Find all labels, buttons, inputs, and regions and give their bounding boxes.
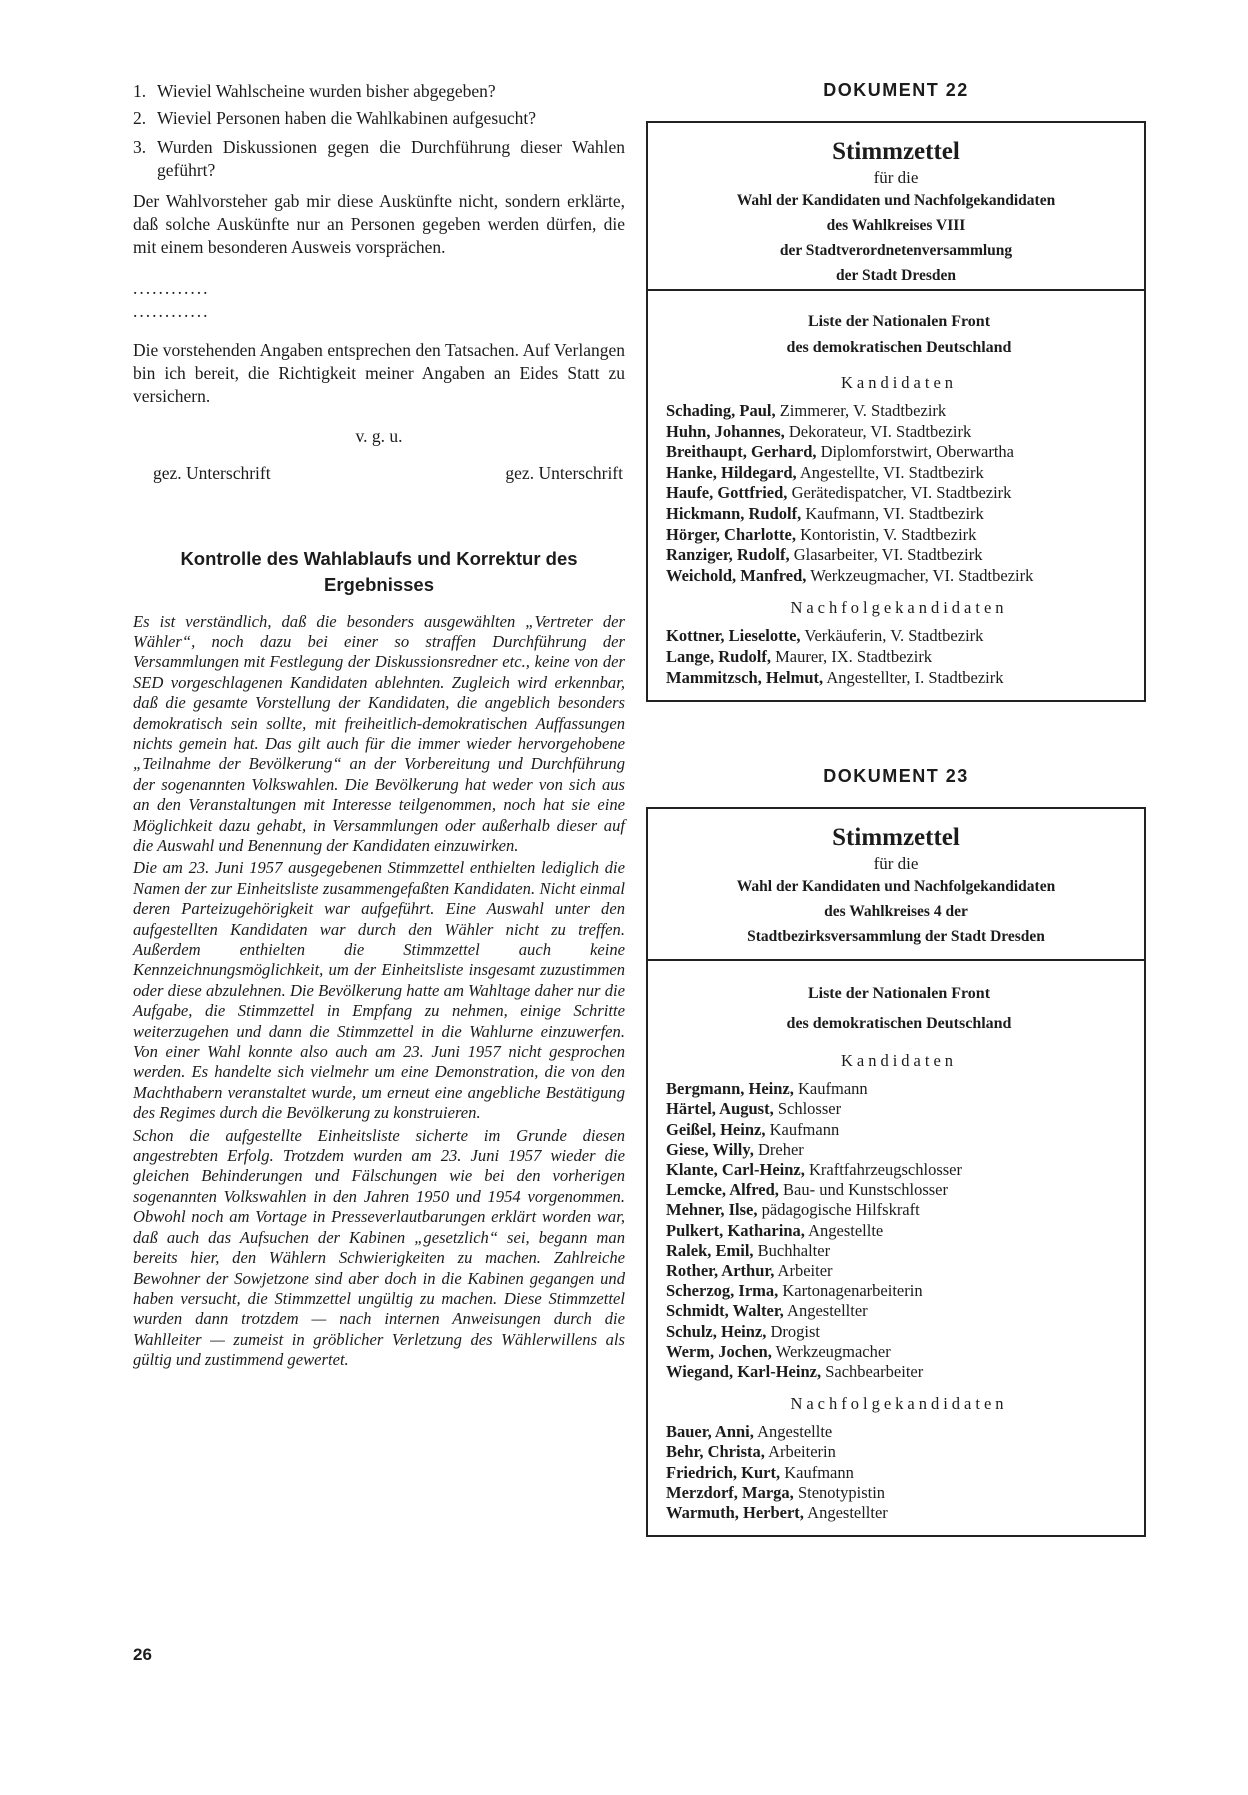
candidate-name: Hörger, Charlotte, [666,524,796,544]
candidate-details: Kraftfahrzeugschlosser [804,1159,962,1179]
signature-left: gez. Unterschrift [153,462,271,483]
candidate-name: Weichold, Manfred, [666,565,807,585]
candidate-details: Drogist [766,1321,821,1341]
ballot-header [648,123,1144,291]
ballot-line: Wahl der Kandidaten und Nachfolgekandidaten [736,878,1056,896]
candidate-details: pädagogische Hilfskraft [757,1200,920,1220]
candidate-name: Klante, Carl-Heinz, [666,1159,805,1179]
candidate-entry [666,1301,1132,1321]
candidate-details: Stenotypistin [793,1482,886,1502]
question-number: 2. [133,108,147,128]
candidate-entry [666,1362,1132,1382]
candidate-entry [666,422,1132,443]
candidate-entry [666,545,1132,566]
candidate-name: Bergmann, Heinz, [666,1079,794,1099]
nachfolge-label: Nachfolgekandidaten [790,598,1008,618]
candidate-entry [666,1463,1132,1483]
candidate-details: Kartonagenarbeiterin [778,1281,923,1301]
candidate-entry [666,1140,1132,1160]
candidate-details: Angestellter [803,1502,888,1522]
candidate-name: Ranziger, Rudolf, [666,545,790,565]
candidate-entry [666,504,1132,525]
kandidaten-list [666,1079,1132,1382]
signature-right: gez. Unterschrift [505,462,623,483]
candidate-details: Kontoristin, V. Stadtbezirk [795,524,977,544]
candidate-name: Lange, Rudolf, [666,646,771,666]
candidate-details: Kaufmann, VI. Stadtbezirk [801,503,984,523]
body-paragraph: Die am 23. Juni 1957 ausgegebenen Stimmzettel enthielten lediglich die Namen der zur Einheitsliste zusammengefaßten Kandidaten. Nicht einmal deren Parteizugehörigkeit war aufgeführt. Eine Auswahl unter den aufgestellten Kandidaten war durch den Wähler nicht zu treffen. Außerdem enthielten die Stimmzettel auch keine Kennzeichnungsmöglichkeit, um der Einheitsliste insgesamt zuzustimmen oder diese abzulehnen. Die Bevölkerung hatte am Wahltage daher nur die Aufgabe, die Stimmzettel in Empfang zu nehmen, einige Schritte weiterzugehen und dann die Stimmzettel in die Wahlurne einzuwerfen. Von einer Wahl konnte also auch am 23. Juni 1957 nicht gesprochen werden. Es handelte sich vielmehr um eine Demonstration, die von den Machthabern veranstaltet wurde, um erneut eine angebliche Bestätigung des Regimes durch die Bevölkerung zu konstruieren. [133,858,625,1123]
candidate-details: Gerätedispatcher, VI. Stadtbezirk [787,483,1012,503]
candidate-details: Sachbearbeiter [821,1361,924,1381]
candidate-name: Lemcke, Alfred, [666,1180,779,1200]
candidate-details: Arbeiterin [764,1442,836,1462]
nachfolge-label: Nachfolgekandidaten [790,1394,1008,1414]
candidate-name: Bauer, Anni, [666,1422,754,1442]
candidate-name: Werm, Jochen, [666,1341,772,1361]
ellipsis-line: ............ [133,300,210,321]
candidate-name: Warmuth, Herbert, [666,1502,804,1522]
question-text: Wieviel Personen haben die Wahlkabinen aufgesucht? [157,108,537,128]
ballot-line: des Wahlkreises 4 der [824,903,968,921]
candidate-entry [666,442,1132,463]
kandidaten-label: Kandidaten [840,1051,958,1071]
ballot-fuer-die: für die [873,854,919,874]
document-heading: DOKUMENT 22 [823,80,969,100]
candidate-name: Giese, Willy, [666,1139,754,1159]
page-number: 26 [133,1645,152,1664]
nachfolge-list [666,1422,1132,1523]
ballot-fuer-die: für die [873,168,919,187]
ballot-box [646,807,1146,1537]
question-number: 3. [133,137,147,157]
ballot-line: der Stadt Dresden [836,267,956,284]
candidate-name: Scherzog, Irma, [666,1281,779,1301]
candidate-entry [666,668,1132,689]
ballot-line: Wahl der Kandidaten und Nachfolgekandidaten [736,192,1056,209]
signature-row [133,463,625,484]
candidate-entry [666,647,1132,668]
candidate-entry [666,1261,1132,1281]
ballot-title: Stimmzettel [832,138,960,165]
candidate-entry [666,1422,1132,1442]
ballot-header [648,809,1144,961]
candidate-entry [666,1200,1132,1220]
candidate-name: Kottner, Lieselotte, [666,626,801,646]
candidate-name: Geißel, Heinz, [666,1119,766,1139]
candidate-details: Arbeiter [774,1260,833,1280]
candidate-entry [666,1079,1132,1099]
right-column [646,80,1146,1537]
candidate-details: Dekorateur, VI. Stadtbezirk [784,421,972,441]
candidate-details: Angestellte, VI. Stadtbezirk [796,462,984,482]
candidate-details: Dreher [753,1139,804,1159]
candidate-details: Verkäuferin, V. Stadtbezirk [800,626,984,646]
question-text: Wurden Diskussionen gegen die Durchführung dieser Wahlen geführt? [157,137,625,180]
candidate-entry [666,1221,1132,1241]
kandidaten-label: Kandidaten [840,373,958,392]
candidate-details: Schlosser [773,1099,842,1119]
question-item [133,78,625,105]
candidate-details: Angestellte [804,1220,884,1240]
candidate-entry [666,1342,1132,1362]
question-item [133,105,625,132]
list-title: des demokratischen Deutschland [786,339,1012,356]
body-paragraph: Schon die aufgestellte Einheitsliste sicherte im Grunde diesen angestrebten Erfolg. Trotzdem wurden am 23. Juni 1957 wieder die gleichen Behinderungen und Fälschungen wie bei den vorherigen sogenannten Volkswahlen in den Jahren 1950 und 1954 vorgenommen. Obwohl noch am Vortage in Presseverlautbarungen erklärt worden war, daß auch das Aufsuchen der Kabinen „gesetzlich“ sei, begann man bereits hier, den Wählern Schwierigkeiten zu machen. Zahlreiche Bewohner der Sowjetzone sind aber doch in die Kabinen gegangen und haben versucht, die Stimmzettel ungültig zu machen. Diese Stimmzettel wurden dann trotzdem — nach internen Anweisungen durch die Wahlleiter — zumeist in gröblicher Verletzung des Wählerwillens als gültig und zustimmend gewertet. [133,1125,625,1370]
list-title: Liste der Nationalen Front [807,313,991,330]
candidate-entry [666,1099,1132,1119]
candidate-name: Huhn, Johannes, [666,421,785,441]
candidate-name: Friedrich, Kurt, [666,1462,781,1482]
candidate-details: Bau- und Kunstschlosser [778,1180,948,1200]
candidate-entry [666,626,1132,647]
document-23 [646,766,1146,1537]
candidate-name: Mammitzsch, Helmut, [666,667,824,687]
candidate-name: Breithaupt, Gerhard, [666,442,817,462]
candidate-entry [666,1120,1132,1140]
candidate-details: Werkzeugmacher, VI. Stadtbezirk [806,565,1034,585]
candidate-details: Diplomforstwirt, Oberwartha [816,442,1014,462]
candidate-name: Rother, Arthur, [666,1260,775,1280]
candidate-name: Ralek, Emil, [666,1240,754,1260]
candidate-entry [666,525,1132,546]
candidate-details: Glasarbeiter, VI. Stadtbezirk [789,545,983,565]
affirmation-paragraph: Die vorstehenden Angaben entsprechen den Tatsachen. Auf Verlangen bin ich bereit, die Richtigkeit meiner Angaben an Eides Statt zu versichern. [133,339,625,406]
question-item [133,136,625,182]
candidate-entry [666,463,1132,484]
section-title: Kontrolle des Wahlablaufs und Korrektur des Ergebnisses [180,547,578,595]
candidate-entry [666,566,1132,587]
candidate-entry [666,1180,1132,1200]
candidate-details: Zimmerer, V. Stadtbezirk [775,401,947,420]
candidate-name: Hickmann, Rudolf, [666,503,802,523]
ballot-box [646,121,1146,702]
nachfolge-list [666,626,1132,688]
candidate-entry [666,1442,1132,1462]
list-title: des demokratischen Deutschland [786,1015,1012,1033]
candidate-details: Kaufmann [765,1119,840,1139]
kandidaten-list [666,401,1132,586]
candidate-details: Angestellter [783,1301,868,1321]
document-22 [646,80,1146,702]
candidate-details: Angestellter, I. Stadtbezirk [823,667,1004,687]
candidate-name: Mehner, Ilse, [666,1200,758,1220]
candidate-entry [666,1160,1132,1180]
ballot-title: Stimmzettel [832,824,960,852]
ballot-line: der Stadtverordnetenversammlung [779,242,1013,259]
ballot-list [648,961,1144,1535]
candidate-entry [666,1241,1132,1261]
candidate-entry [666,1503,1132,1523]
document-heading: DOKUMENT 23 [823,766,969,787]
candidate-details: Kaufmann [780,1462,854,1482]
list-title: Liste der Nationalen Front [807,985,991,1003]
ellipsis-line: ............ [133,277,210,298]
candidate-name: Schading, Paul, [666,401,776,420]
vgu-note: v. g. u. [355,425,403,446]
candidate-entry [666,483,1132,504]
candidate-name: Schulz, Heinz, [666,1321,767,1341]
candidate-name: Wiegand, Karl-Heinz, [666,1361,822,1381]
candidate-entry [666,1322,1132,1342]
ballot-list [648,291,1144,700]
candidate-name: Schmidt, Walter, [666,1301,784,1321]
candidate-name: Haufe, Gottfried, [666,483,788,503]
candidate-name: Hanke, Hildegard, [666,462,797,482]
candidate-entry [666,401,1132,422]
ballot-line: des Wahlkreises VIII [826,217,966,234]
candidate-name: Merzdorf, Marga, [666,1482,794,1502]
candidate-name: Härtel, August, [666,1099,774,1119]
candidate-name: Behr, Christa, [666,1442,765,1462]
question-number: 1. [133,81,147,101]
candidate-details: Maurer, IX. Stadtbezirk [770,646,933,666]
candidate-entry [666,1483,1132,1503]
candidate-details: Werkzeugmacher [771,1341,891,1361]
candidate-name: Pulkert, Katharina, [666,1220,805,1240]
ballot-line: Stadtbezirksversammlung der Stadt Dresden [747,928,1045,946]
candidate-details: Buchhalter [753,1240,831,1260]
body-paragraph: Es ist verständlich, daß die besonders ausgewählten „Vertreter der Wähler“, noch dazu bei einer so straffen Durchführung der Versammlungen mit Festlegung der Diskussionsredner etc., keine von der SED vorgeschlagenen Kandidaten ablehnten. Zugleich wird erkennbar, daß die gesamte Vorstellung der Kandidaten, die angeblich besonders demokratisch sein sollte, mit freiheitlich-demokratischen Auffassungen nichts gemein hat. Das gilt auch für die immer wieder hervorgehobene „Teilnahme der Bevölkerung“ an der Vorbereitung und Durchführung der sogenannten Volkswahlen. Die Bevölkerung hat weder von sich aus an den Veranstaltungen mit Interesse teilgenommen, noch hat sie eine Möglichkeit dazu gehabt, in Versammlungen oder außerhalb dieser auf die Auswahl und Benennung der Kandidaten einzuwirken. [133,611,625,855]
candidate-entry [666,1281,1132,1301]
question-text: Wieviel Wahlscheine wurden bisher abgegeben? [157,81,496,101]
statement-paragraph: Der Wahlvorsteher gab mir diese Auskünfte nicht, sondern erklärte, daß solche Auskünfte nur an Personen gegeben werden dürfen, die mit einem besonderen Ausweis vorsprächen. [133,191,625,257]
left-column [133,78,625,1373]
candidate-details: Kaufmann [793,1079,868,1099]
candidate-details: Angestellte [753,1422,833,1442]
